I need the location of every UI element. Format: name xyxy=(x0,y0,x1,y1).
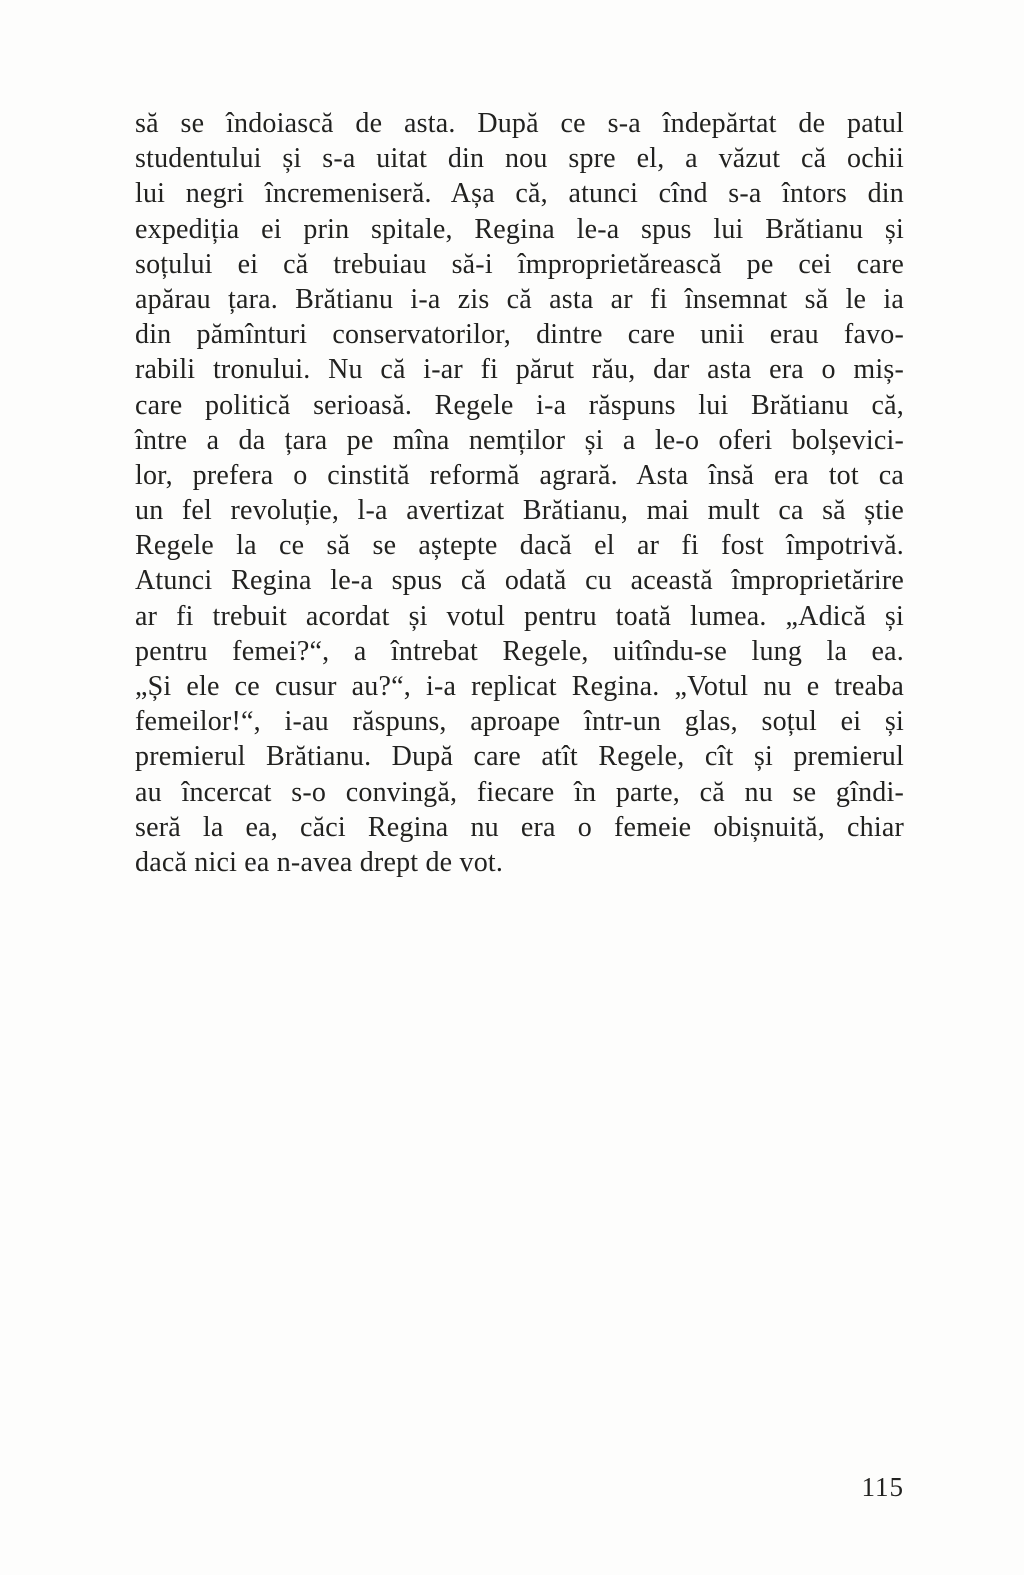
text-line: premierul Brătianu. După care atît Regele, cît și premierul xyxy=(135,741,904,773)
text-line: expediția ei prin spitale, Regina le-a spus lui Brătianu și xyxy=(135,213,904,245)
text-line: au încercat s-o convingă, fiecare în parte, că nu se gîndi- xyxy=(135,776,904,808)
text-line: ar fi trebuit acordat și votul pentru toată lumea. „Adică și xyxy=(135,600,904,632)
text-line: apărau țara. Brătianu i-a zis că asta ar fi însemnat să le ia xyxy=(135,283,904,315)
text-line: un fel revoluție, l-a avertizat Brătianu, mai mult ca să știe xyxy=(135,495,904,527)
text-line: lui negri încremeniseră. Așa că, atunci cînd s-a întors din xyxy=(135,178,904,210)
paragraph-text xyxy=(135,106,904,880)
page-number: 115 xyxy=(861,1472,904,1502)
text-line: lor, prefera o cinstită reformă agrară. Asta însă era tot ca xyxy=(135,459,904,491)
text-line: „Și ele ce cusur au?“, i-a replicat Regina. „Votul nu e treaba xyxy=(135,671,904,702)
text-line: pentru femei?“, a întrebat Regele, uitîndu-se lung la ea. xyxy=(135,635,904,667)
text-line: soțului ei că trebuiau să-i împroprietărească pe cei care xyxy=(135,248,904,280)
text-line: studentului și s-a uitat din nou spre el, a văzut că ochii xyxy=(135,143,904,175)
text-line: Regele la ce să se aștepte dacă el ar fi fost împotrivă. xyxy=(135,530,904,562)
text-line: între a da țara pe mîna nemților și a le-o oferi bolșevici- xyxy=(135,424,904,456)
text-line: Atunci Regina le-a spus că odată cu această împroprietărire xyxy=(135,565,904,597)
text-line: dacă nici ea n-avea drept de vot. xyxy=(135,846,504,878)
text-line: din pămînturi conservatorilor, dintre care unii erau favo- xyxy=(135,319,904,351)
text-line: care politică serioasă. Regele i-a răspuns lui Brătianu că, xyxy=(135,389,904,421)
text-line: seră la ea, căci Regina nu era o femeie obișnuită, chiar xyxy=(135,811,904,843)
text-line: să se îndoiască de asta. După ce s-a îndepărtat de patul xyxy=(135,108,904,139)
text-line: rabili tronului. Nu că i-ar fi părut rău, dar asta era o miș- xyxy=(135,354,904,386)
text-line: femeilor!“, i-au răspuns, aproape într-un glas, soțul ei și xyxy=(135,706,904,738)
